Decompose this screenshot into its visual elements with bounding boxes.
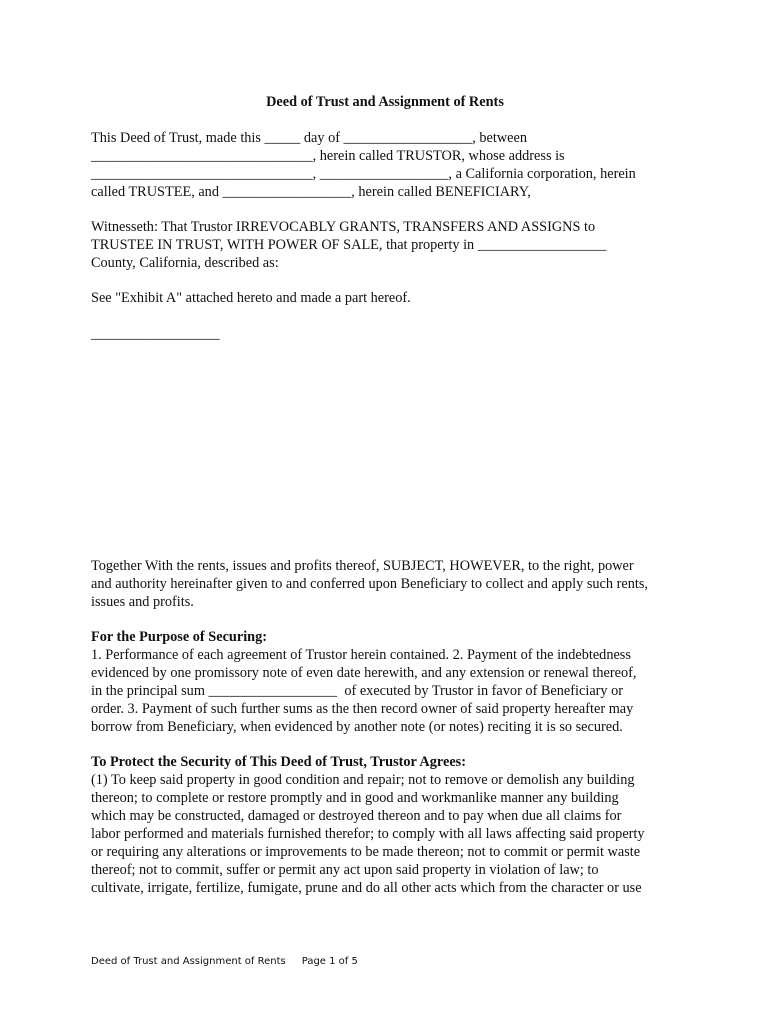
purpose-line: borrow from Beneficiary, when evidenced by another note (or notes) reciting it is so secured. bbox=[91, 719, 623, 735]
protect-line: labor performed and materials furnished therefor; to comply with all laws affecting said property bbox=[91, 826, 645, 842]
protect-line: (1) To keep said property in good condition and repair; not to remove or demolish any building bbox=[91, 772, 635, 788]
intro-line: called TRUSTEE, and __________________, herein called BENEFICIARY, bbox=[91, 184, 531, 200]
protect-line: thereon; to complete or restore promptly and in good and workmanlike manner any building bbox=[91, 790, 619, 806]
blank-line: __________________ bbox=[91, 326, 220, 342]
witnesseth-line: TRUSTEE IN TRUST, WITH POWER OF SALE, that property in __________________ bbox=[91, 237, 607, 253]
intro-line: This Deed of Trust, made this _____ day of __________________, between bbox=[91, 130, 528, 146]
purpose-line: 1. Performance of each agreement of Trustor herein contained. 2. Payment of the indebtedness bbox=[91, 647, 631, 663]
footer-page-number: Page 1 of 5 bbox=[301, 956, 358, 967]
purpose-section bbox=[91, 628, 691, 736]
witnesseth-line: County, California, described as: bbox=[91, 255, 279, 271]
intro-line: _______________________________, __________________, a California corporation, herein bbox=[91, 166, 636, 182]
witnesseth-paragraph bbox=[91, 218, 691, 272]
intro-line: _______________________________, herein called TRUSTOR, whose address is bbox=[91, 148, 565, 164]
intro-paragraph bbox=[91, 129, 691, 201]
signature-blank bbox=[91, 325, 691, 343]
protect-line: or requiring any alterations or improvements to be made thereon; not to commit or permit waste bbox=[91, 844, 641, 860]
together-line: issues and profits. bbox=[91, 594, 194, 610]
purpose-line: evidenced by one promissory note of even date herewith, and any extension or renewal thereof, bbox=[91, 665, 637, 681]
page-footer bbox=[91, 955, 358, 969]
protect-heading: To Protect the Security of This Deed of Trust, Trustor Agrees: bbox=[91, 754, 466, 770]
purpose-line: order. 3. Payment of such further sums as the then record owner of said property hereafter may bbox=[91, 701, 634, 717]
together-line: and authority hereinafter given to and conferred upon Beneficiary to collect and apply such rents, bbox=[91, 576, 648, 592]
together-line: Together With the rents, issues and profits thereof, SUBJECT, HOWEVER, to the right, power bbox=[91, 558, 634, 574]
protect-section bbox=[91, 753, 691, 897]
purpose-line: in the principal sum __________________ of executed by Trustor in favor of Beneficiary or bbox=[91, 683, 624, 699]
document-title: Deed of Trust and Assignment of Rents bbox=[266, 94, 504, 110]
footer-doc-name: Deed of Trust and Assignment of Rents bbox=[91, 956, 286, 967]
protect-line: which may be constructed, damaged or destroyed thereon and to pay when due all claims for bbox=[91, 808, 622, 824]
purpose-heading: For the Purpose of Securing: bbox=[91, 629, 268, 645]
witnesseth-line: Witnesseth: That Trustor IRREVOCABLY GRANTS, TRANSFERS AND ASSIGNS to bbox=[91, 219, 596, 235]
protect-line: thereof; not to commit, suffer or permit any act upon said property in violation of law; to bbox=[91, 862, 599, 878]
together-paragraph bbox=[91, 557, 691, 611]
protect-line: cultivate, irrigate, fertilize, fumigate, prune and do all other acts which from the character or use bbox=[91, 880, 642, 896]
exhibit-paragraph bbox=[91, 289, 691, 307]
exhibit-line: See "Exhibit A" attached hereto and made a part hereof. bbox=[91, 290, 411, 306]
